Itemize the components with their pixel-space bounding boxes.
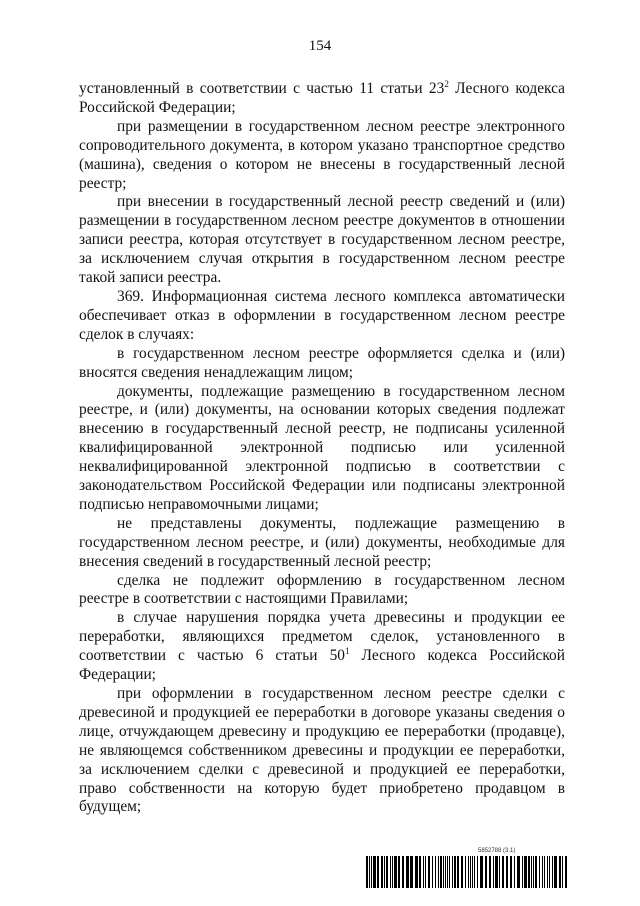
paragraph-1-text-b: Лесного кодекса Российской Федерации;	[79, 80, 565, 116]
document-id: 5852788 (3.1)	[478, 848, 516, 854]
page-number: 154	[308, 38, 332, 54]
paragraph-10: при оформлении в государственном лесном реестре сделки с древесиной и продукцией ее переработки в договоре указаны сведения о лице, отчуждающем древесину и продукцию ее переработки (продавце), не являющемся собственником древесины и продукции ее переработки, за исключением сделки с древесиной и продукцией ее переработки, право собственности на которую будет приобретено продавцом в будущем;	[79, 685, 565, 816]
paragraph-9-text-b: Лесного кодекса Российской Федерации;	[79, 647, 565, 684]
paragraph-6: документы, подлежащие размещению в государственном лесном реестре, и (или) документы, на основании которых сведения подлежат внесению в государственный лесной реестр, не подписаны усиленной квалифицированной электронной подписью или усиленной неквалифицированной электронной подписью в соответствии с законодательством Российской Федерации или подписаны электронной подписью неправомочными лицами;	[79, 382, 565, 513]
barcode-image	[366, 856, 567, 888]
paragraph-2: при размещении в государственном лесном реестре электронного сопроводительного документа, в котором указано транспортное средство (машина), сведения о котором не внесены в государственный лесной реестр;	[79, 117, 565, 192]
paragraph-3: при внесении в государственный лесной реестр сведений и (или) размещении в государственном лесном реестре документов в отношении записи реестра, которая отсутствует в государственном лесном реестре, за исключением случая открытия в государственном лесном реестре такой записи реестра.	[79, 193, 565, 287]
superscript-1: 1	[344, 646, 350, 657]
paragraph-1	[79, 80, 565, 118]
superscript-2: 2	[444, 79, 449, 89]
paragraph-1-text-a: установленный в соответствии с частью 11 статьи 23	[79, 80, 445, 97]
paragraph-8: сделка не подлежит оформлению в государственном лесном реестре в соответствии с настоящими Правилами;	[79, 571, 565, 608]
document-body	[79, 80, 565, 817]
paragraph-9	[79, 609, 565, 685]
paragraph-7: не представлены документы, подлежащие размещению в государственном лесном реестре, и (или) документы, необходимые для внесения сведений в государственный лесной реестр;	[79, 514, 565, 570]
paragraph-9-text-a: в случае нарушения порядка учета древесины и продукции ее переработки, являющихся предметом сделок, установленного в соответствии с частью 6 статьи 50	[79, 609, 565, 665]
paragraph-5: в государственном лесном реестре оформляется сделка и (или) вносятся сведения ненадлежащим лицом;	[79, 344, 565, 381]
paragraph-4: 369. Информационная система лесного комплекса автоматически обеспечивает отказ в оформлении в государственном лесном реестре сделок в случаях:	[79, 287, 565, 343]
